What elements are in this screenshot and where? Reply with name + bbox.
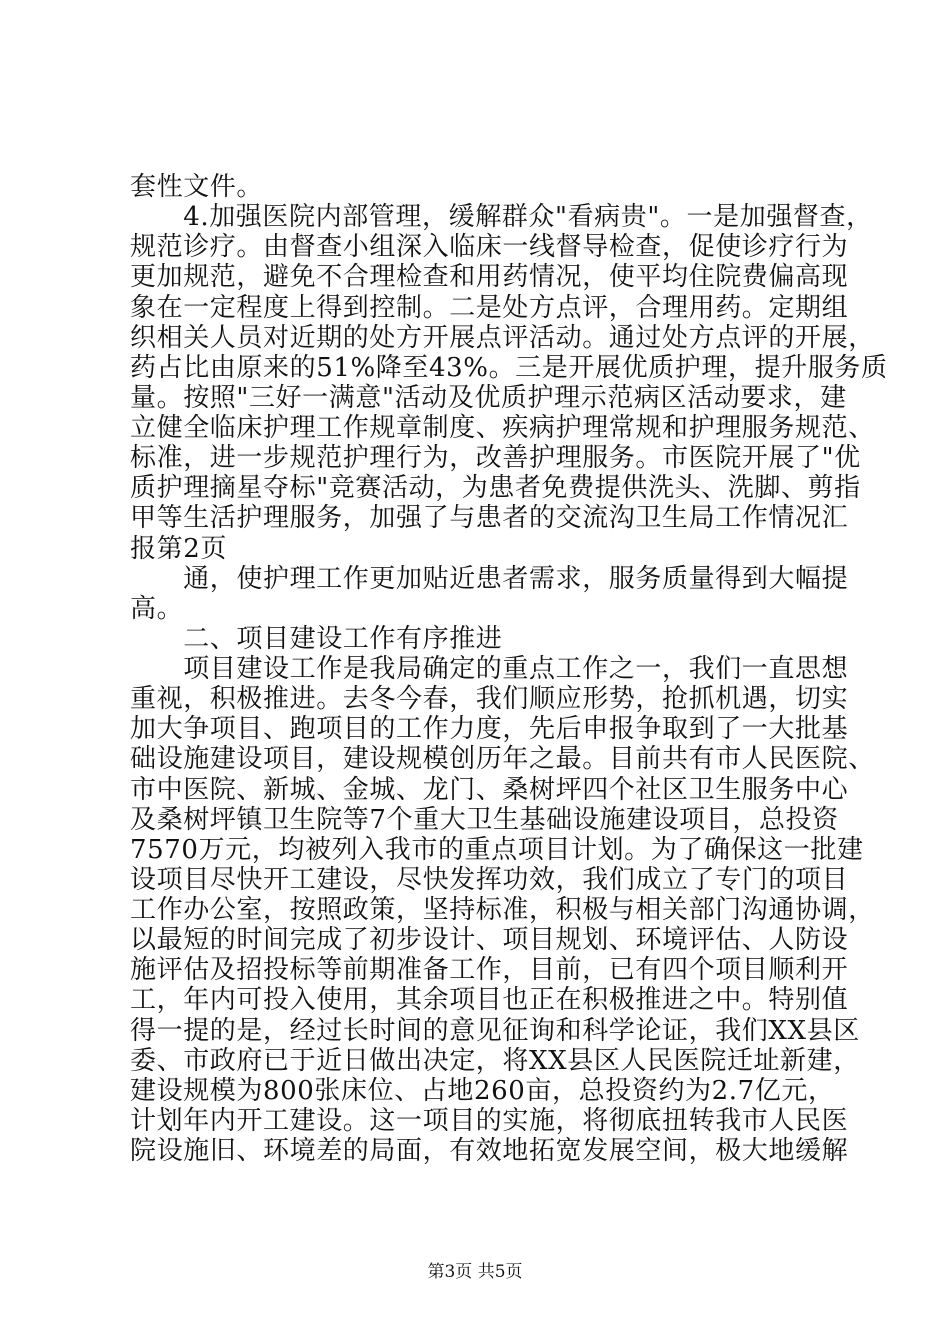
- text-line: 重视，积极推进。去冬今春，我们顺应形势，抢抓机遇，切实: [130, 684, 849, 715]
- text-line: 更加规范，避免不合理检查和用药情况，使平均住院费偏高现: [130, 262, 849, 293]
- page-number-footer: 第3页 共5页: [427, 1262, 523, 1282]
- text-line: 量。按照"三好一满意"活动及优质护理示范病区活动要求，建: [130, 382, 847, 413]
- text-line: 计划年内开工建设。这一项目的实施，将彻底扭转我市人民医: [130, 1105, 849, 1136]
- text-line: 工作办公室，按照政策，坚持标准，积极与相关部门沟通协调，: [130, 895, 875, 925]
- text-line: 织相关人员对近期的处方开展点评活动。通过处方点评的开展，: [130, 322, 875, 353]
- text-line: 项目建设工作是我局确定的重点工作之一，我们一直思想: [130, 654, 849, 684]
- text-line: 委、市政府已于近日做出决定，将XX县区人民医院迁址新建，: [130, 1045, 860, 1076]
- text-line: 标准，进一步规范护理行为，改善护理服务。市医院开展了"优: [130, 443, 861, 474]
- text-line: 市中医院、新城、金城、龙门、桑树坪四个社区卫生服务中心: [130, 774, 849, 805]
- text-line: 加大争项目、跑项目的工作力度，先后申报争取到了一大批基: [130, 714, 849, 745]
- text-line: 建设规模为800张床位、占地260亩，总投资约为2.7亿元，: [130, 1075, 835, 1106]
- text-line: 础设施建设项目，建设规模创历年之最。目前共有市人民医院、: [130, 744, 875, 775]
- text-line: 甲等生活护理服务，加强了与患者的交流沟卫生局工作情况汇: [130, 503, 849, 534]
- text-line: 及桑树坪镇卫生院等7个重大卫生基础设施建设项目，总投资: [130, 804, 839, 835]
- text-line: 院设施旧、环境差的局面，有效地拓宽发展空间，极大地缓解: [130, 1136, 849, 1166]
- text-line: 通，使护理工作更加贴近患者需求，服务质量得到大幅提: [130, 563, 849, 594]
- text-line: 4.加强医院内部管理，缓解群众"看病贵"。一是加强督查，: [130, 202, 873, 233]
- text-line: 施评估及招投标等前期准备工作，目前，已有四个项目顺利开: [130, 955, 849, 986]
- text-line: 得一提的是，经过长时间的意见征询和科学论证，我们XX县区: [130, 1015, 860, 1046]
- text-line: 7570万元，均被列入我市的重点项目计划。为了确保这一批建: [130, 834, 864, 865]
- text-line: 套性文件。: [130, 172, 264, 202]
- text-line: 药占比由原来的51%降至43%。三是开展优质护理，提升服务质: [130, 352, 888, 383]
- text-line: 质护理摘星夺标"竞赛活动，为患者免费提供洗头、洗脚、剪指: [130, 473, 861, 504]
- text-line: 象在一定程度上得到控制。二是处方点评，合理用药。定期组: [130, 292, 849, 323]
- text-line: 规范诊疗。由督查小组深入临床一线督导检查，促使诊疗行为: [130, 232, 849, 263]
- text-line: 设项目尽快开工建设，尽快发挥功效，我们成立了专门的项目: [130, 864, 849, 895]
- text-line: 立健全临床护理工作规章制度、疾病护理常规和护理服务规范、: [130, 413, 875, 443]
- text-line: 报第2页: [130, 533, 227, 564]
- text-line: 以最短的时间完成了初步设计、项目规划、环境评估、人防设: [130, 925, 849, 956]
- text-line: 高。: [130, 593, 184, 624]
- section-heading: 二、项目建设工作有序推进: [130, 623, 503, 654]
- text-line: 工，年内可投入使用，其余项目也正在积极推进之中。特别值: [130, 985, 849, 1016]
